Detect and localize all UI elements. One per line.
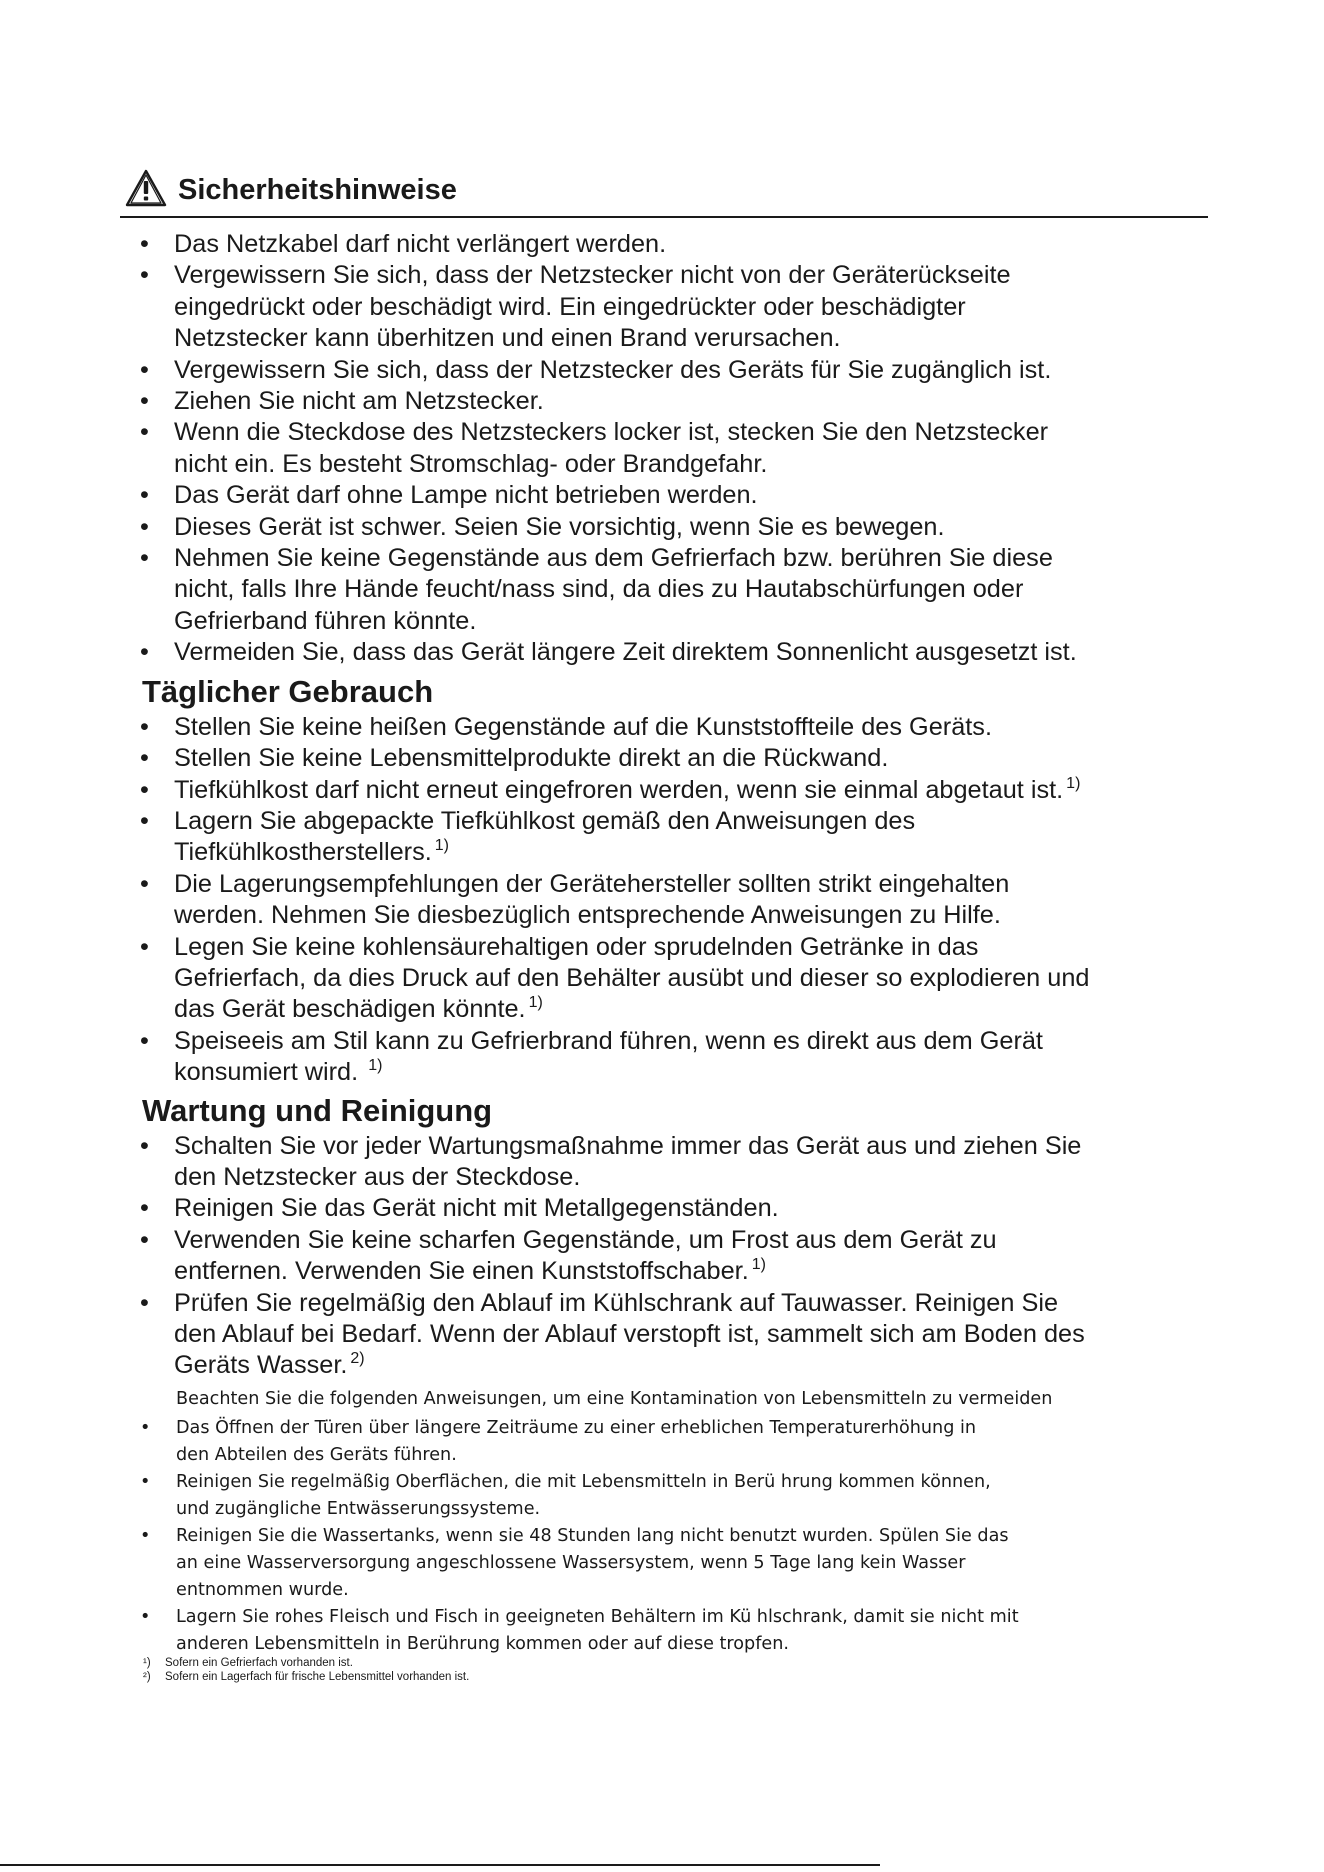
footnotes xyxy=(143,1656,469,1684)
bullet: • xyxy=(140,712,149,741)
list-item: • Prüfen Sie regelmäßig den Ablauf im Kühlschrank auf Tauwasser. Reinigen Sie den Ablauf bei Bedarf. Wenn der Ablauf verstopft ist, sammelt sich am Boden des Geräts Wasser. $^{2)}$ xyxy=(140,1288,1085,1380)
bullet: • xyxy=(140,806,149,835)
footnote-ref: 1) xyxy=(751,1256,766,1274)
footnote-ref: 1) xyxy=(434,837,449,855)
list-item: • Nehmen Sie keine Gegenstände aus dem Gefrierfach bzw. berühren Sie diese nicht, falls Ihre Hände feucht/nass sind, da dies zu Hautabschürfungen oder Gefrierband führen könnte. xyxy=(140,544,1053,635)
bullet: • xyxy=(140,932,149,961)
bullet: • xyxy=(140,1288,149,1317)
maintenance-list xyxy=(140,1131,1200,1382)
footnote-ref: 1) xyxy=(368,1057,383,1075)
bullet: • xyxy=(140,387,149,416)
list-item: • Lagern Sie rohes Fleisch und Fisch in geeigneten Behältern im Kü hlschrank, damit sie nicht mit anderen Lebensmitteln in Berührung kommen oder auf diese tropfen. xyxy=(140,1604,1200,1658)
bullet: • xyxy=(140,1417,151,1438)
bullet: • xyxy=(140,638,149,667)
list-item: • Reinigen Sie regelmäßig Oberflächen, die mit Lebensmitteln in Berü hrung kommen können, und zugängliche Entwässerungssysteme. xyxy=(140,1469,1200,1523)
list-item: • Das Öffnen der Türen über längere Zeiträume zu einer erheblichen Temperaturerhöhung in den Abteilen des Geräts führen. xyxy=(140,1415,1200,1469)
bullet: • xyxy=(140,1606,151,1627)
safety-header xyxy=(120,168,1208,218)
list-item: • Stellen Sie keine heißen Gegenstände auf die Kunststoffteile des Geräts. xyxy=(140,712,1200,743)
list-item: • Ziehen Sie nicht am Netzstecker. xyxy=(140,386,1200,417)
footnote-ref: 1) xyxy=(1066,774,1081,792)
list-item: • Reinigen Sie die Wassertanks, wenn sie 48 Stunden lang nicht benutzt wurden. Spülen Sie das an eine Wasserversorgung angeschlossene Wassersystem, wenn 5 Tage lang kein Wasser entnommen wurde. xyxy=(140,1523,1200,1604)
footnote-ref: 1) xyxy=(528,994,543,1012)
bullet: • xyxy=(140,418,149,447)
list-item: • Vermeiden Sie, dass das Gerät längere Zeit direktem Sonnenlicht ausgesetzt ist. xyxy=(140,637,1200,668)
list-item: • Speiseeis am Stil kann zu Gefrierbrand führen, wenn es direkt aus dem Gerät konsumiert wird. $^{1)}$ xyxy=(140,1026,1043,1087)
bullet: • xyxy=(140,1525,151,1546)
list-item: • Vergewissern Sie sich, dass der Netzstecker nicht von der Geräterückseite eingedrückt oder beschädigt wird. Ein eingedrückter oder beschädigter Netzstecker kann überhitzen und einen Brand verursachen. xyxy=(140,261,1011,353)
bullet: • xyxy=(140,230,149,258)
bullet: • xyxy=(140,481,149,510)
bottom-divider xyxy=(0,1864,880,1866)
bullet: • xyxy=(140,1131,149,1160)
list-item: • Verwenden Sie keine scharfen Gegenstände, um Frost aus dem Gerät zu entfernen. Verwenden Sie einen Kunststoffschaber. $^{1)}$ xyxy=(140,1225,997,1286)
maintenance-title: Wartung und Reinigung xyxy=(142,1092,493,1128)
contamination-list xyxy=(140,1415,1200,1658)
bullet: • xyxy=(140,1225,149,1254)
list-item: • Lagern Sie abgepackte Tiefkühlkost gemäß den Anweisungen des Tiefkühlkostherstellers. $^{1)}$ xyxy=(140,806,916,867)
bullet: • xyxy=(140,1026,149,1055)
footnote-ref: 2) xyxy=(350,1350,365,1368)
list-item: • Tiefkühlkost darf nicht erneut eingefroren werden, wenn sie einmal abgetaut ist. $^{1)}$ xyxy=(140,775,1200,806)
list-item: • Legen Sie keine kohlensäurehaltigen oder sprudelnden Getränke in das Gefrierfach, da dies Druck auf den Behälter ausübt und dieser so explodieren und das Gerät beschädigen könnte. $^{1)}$ xyxy=(140,932,1090,1024)
bullet: • xyxy=(140,355,149,384)
list-item: • Das Netzkabel darf nicht verlängert werden. xyxy=(140,229,1200,260)
main-content xyxy=(140,229,1200,1658)
contamination-lead: Beachten Sie die folgenden Anweisungen, um eine Kontamination von Lebensmitteln zu vermeiden xyxy=(176,1388,1053,1409)
list-item: • Vergewissern Sie sich, dass der Netzstecker des Geräts für Sie zugänglich ist. xyxy=(140,355,1200,386)
footnote: ¹) Sofern ein Gefrierfach vorhanden ist. xyxy=(143,1657,353,1669)
list-item: • Dieses Gerät ist schwer. Seien Sie vorsichtig, wenn Sie es bewegen. xyxy=(140,512,1200,543)
list-item: • Reinigen Sie das Gerät nicht mit Metallgegenständen. xyxy=(140,1193,1200,1224)
bullet: • xyxy=(140,1471,151,1492)
warning-icon xyxy=(124,168,168,208)
bullet: • xyxy=(140,512,149,541)
list-item: • Die Lagerungsempfehlungen der Gerätehersteller sollten strikt eingehalten werden. Nehmen Sie diesbezüglich entsprechende Anweisungen zu Hilfe. xyxy=(140,869,1010,930)
safety-title: Sicherheitshinweise xyxy=(178,174,457,206)
bullet: • xyxy=(140,744,149,773)
bullet: • xyxy=(140,544,149,573)
daily-use-list xyxy=(140,712,1200,1089)
bullet: • xyxy=(140,1194,149,1223)
list-item: • Das Gerät darf ohne Lampe nicht betrieben werden. xyxy=(140,480,1200,511)
safety-list xyxy=(140,229,1200,669)
list-item: • Wenn die Steckdose des Netzsteckers locker ist, stecken Sie den Netzstecker nicht ein. Es besteht Stromschlag- oder Brandgefahr. xyxy=(140,418,1049,478)
bullet: • xyxy=(140,261,149,290)
footnote: ²) Sofern ein Lagerfach für frische Lebensmittel vorhanden ist. xyxy=(143,1671,470,1683)
bullet: • xyxy=(140,869,149,898)
list-item: • Schalten Sie vor jeder Wartungsmaßnahme immer das Gerät aus und ziehen Sie den Netzstecker aus der Steckdose. xyxy=(140,1131,1082,1191)
daily-use-title: Täglicher Gebrauch xyxy=(142,673,434,709)
bullet: • xyxy=(140,775,149,804)
list-item: • Stellen Sie keine Lebensmittelprodukte direkt an die Rückwand. xyxy=(140,743,1200,774)
